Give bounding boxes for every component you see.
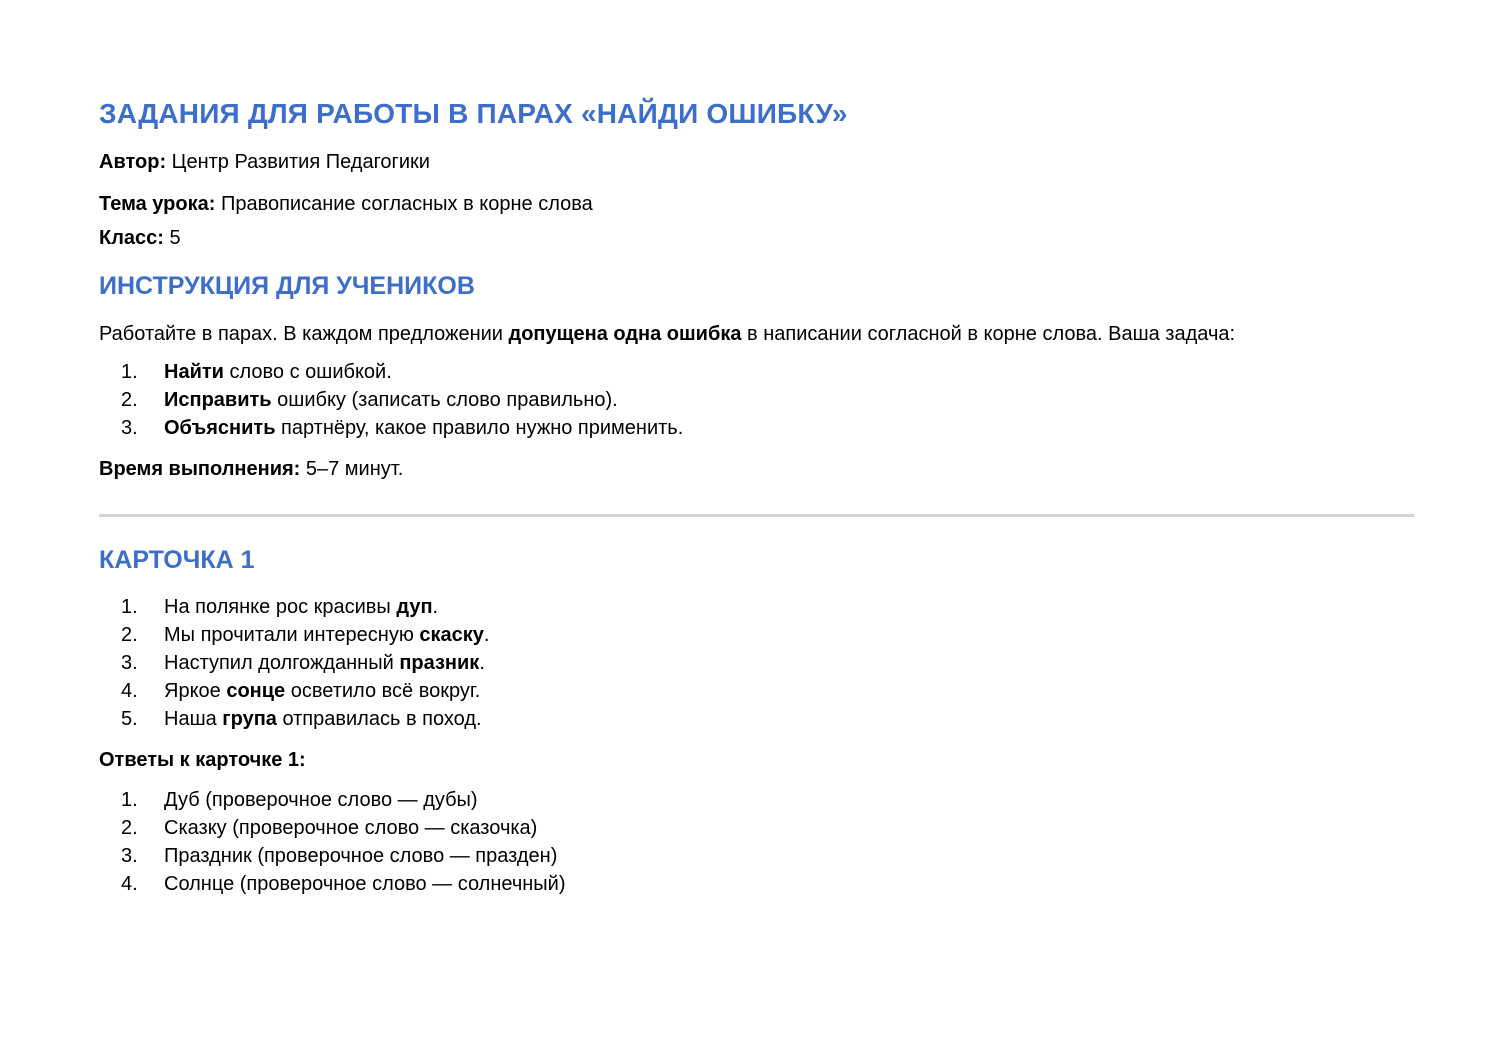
- sentence-text-after: .: [483, 624, 490, 646]
- document-title: ЗАДАНИЯ ДЛЯ РАБОТЫ В ПАРАХ «НАЙДИ ОШИБКУ»: [99, 98, 848, 129]
- error-word: празник: [399, 652, 480, 674]
- section-divider: [99, 514, 1414, 517]
- author-line: [99, 148, 1414, 176]
- list-number: 3.: [121, 845, 138, 867]
- sentence-text-after: .: [479, 652, 485, 674]
- list-item: [99, 814, 1414, 842]
- list-number: 4.: [121, 680, 138, 702]
- list-number: 2.: [121, 389, 138, 411]
- answers-heading: Ответы к карточке 1:: [99, 749, 306, 771]
- answer-text: Сказку (проверочное слово — сказочка): [164, 817, 538, 839]
- completion-time-line: [99, 455, 1414, 483]
- topic-value: Правописание согласных в корне слова: [215, 193, 593, 215]
- intro-text-after: в написании согласной в корне слова. Ваша задача:: [741, 323, 1236, 345]
- list-item: [99, 386, 1414, 414]
- card1-heading: КАРТОЧКА 1: [99, 546, 255, 574]
- instructions-intro: [99, 320, 1414, 348]
- answer-text: Праздник (проверочное слово — празден): [164, 845, 558, 867]
- list-item: [99, 842, 1414, 870]
- card1-sentences-list: [99, 593, 1414, 733]
- time-value: 5–7 минут.: [300, 458, 404, 480]
- sentence-text-before: Наступил долгожданный: [164, 652, 400, 674]
- error-word: дуп: [396, 596, 433, 618]
- grade-label: Класс:: [99, 227, 164, 249]
- sentence-text-before: На полянке рос красивы: [164, 596, 397, 618]
- step-text: партнёру, какое правило нужно применить.: [275, 417, 684, 439]
- grade-value: 5: [163, 227, 181, 249]
- list-item: [99, 705, 1414, 733]
- error-word: сонце: [226, 680, 286, 702]
- step-bold: Исправить: [164, 389, 272, 411]
- list-number: 5.: [121, 708, 138, 730]
- list-item: [99, 677, 1414, 705]
- time-label: Время выполнения:: [99, 458, 301, 480]
- step-text: слово с ошибкой.: [223, 361, 392, 383]
- card1-answers-list: [99, 786, 1414, 898]
- topic-line: [99, 190, 1414, 218]
- list-item: [99, 414, 1414, 442]
- list-item: [99, 358, 1414, 386]
- grade-line: [99, 224, 1414, 252]
- sentence-text-before: Мы прочитали интересную: [164, 624, 420, 646]
- author-label: Автор:: [99, 151, 167, 173]
- list-number: 1.: [121, 789, 138, 811]
- answer-text: Солнце (проверочное слово — солнечный): [164, 873, 566, 895]
- sentence-text-after: осветило всё вокруг.: [285, 680, 481, 702]
- list-number: 1.: [121, 361, 138, 383]
- answer-text: Дуб (проверочное слово — дубы): [164, 789, 478, 811]
- error-word: група: [222, 708, 277, 730]
- list-number: 4.: [121, 873, 138, 895]
- topic-label: Тема урока:: [99, 193, 216, 215]
- instructions-heading: ИНСТРУКЦИЯ ДЛЯ УЧЕНИКОВ: [99, 272, 475, 300]
- instructions-steps-list: [99, 358, 1414, 442]
- intro-text-bold: допущена одна ошибка: [508, 323, 742, 345]
- list-number: 3.: [121, 417, 138, 439]
- sentence-text-after: .: [432, 596, 439, 618]
- author-value: Центр Развития Педагогики: [166, 151, 430, 173]
- list-item: [99, 649, 1414, 677]
- list-item: [99, 593, 1414, 621]
- step-bold: Найти: [164, 361, 224, 383]
- intro-text-before: Работайте в парах. В каждом предложении: [99, 323, 509, 345]
- list-number: 2.: [121, 624, 138, 646]
- list-number: 3.: [121, 652, 138, 674]
- step-bold: Объяснить: [164, 417, 276, 439]
- list-item: [99, 621, 1414, 649]
- sentence-text-before: Яркое: [164, 680, 227, 702]
- sentence-text-after: отправилась в поход.: [276, 708, 482, 730]
- sentence-text-before: Наша: [164, 708, 223, 730]
- list-item: [99, 870, 1414, 898]
- error-word: скаску: [419, 624, 484, 646]
- list-item: [99, 786, 1414, 814]
- list-number: 1.: [121, 596, 138, 618]
- step-text: ошибку (записать слово правильно).: [271, 389, 618, 411]
- list-number: 2.: [121, 817, 138, 839]
